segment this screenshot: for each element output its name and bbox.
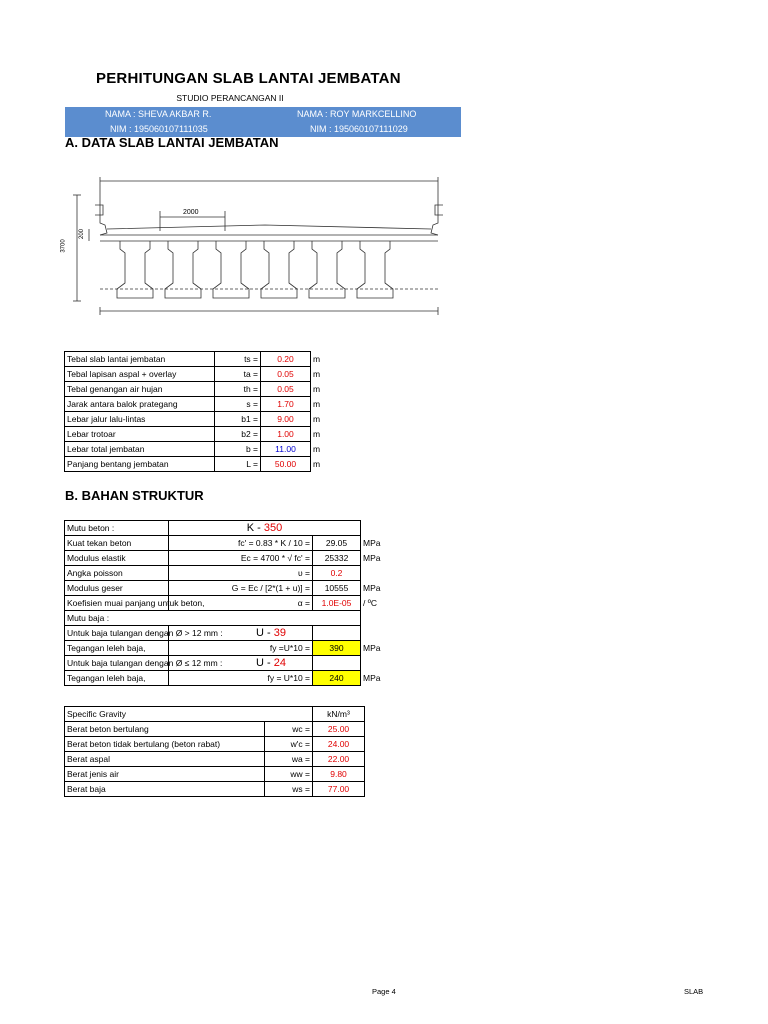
row-label: Kuat tekan beton: [65, 536, 169, 551]
row-u-grade: U - 39: [169, 626, 313, 641]
row-label: Berat aspal: [65, 752, 265, 767]
row-value: 25332: [313, 551, 361, 566]
row-symbol: th =: [215, 382, 261, 397]
table-row: [65, 457, 323, 472]
row-unit: m: [313, 369, 321, 379]
table-row: [65, 427, 323, 442]
specific-gravity-table: [64, 706, 365, 797]
table-row: [65, 767, 365, 782]
row-label: Jarak antara balok prategang: [65, 397, 215, 412]
row-value: 1.00: [261, 427, 311, 442]
table-row: [65, 352, 323, 367]
dim-span-label: 2000: [183, 209, 199, 216]
row-unit: MPa: [363, 673, 381, 683]
row-label: Berat baja: [65, 782, 265, 797]
row-unit: m: [313, 444, 321, 454]
table-row: [65, 752, 365, 767]
row-symbol: b =: [215, 442, 261, 457]
slab-data-table: [64, 351, 323, 472]
row-symbol: wc =: [265, 722, 313, 737]
row-value: 1.0E-05: [313, 596, 361, 611]
specific-gravity-unit: kN/m³: [313, 707, 365, 722]
table-row: [65, 367, 323, 382]
author-name-2: NAMA : ROY MARKCELLINO: [297, 109, 417, 119]
table-row: [65, 782, 365, 797]
row-value: 0.05: [261, 382, 311, 397]
table-row: [65, 536, 395, 551]
mutu-baja-label: Mutu baja :: [65, 611, 361, 626]
table-row: [65, 581, 395, 596]
row-unit: MPa: [363, 553, 381, 563]
row-symbol: ww =: [265, 767, 313, 782]
row-unit: / ºC: [363, 598, 377, 608]
row-value: 50.00: [261, 457, 311, 472]
author-name-1: NAMA : SHEVA AKBAR R.: [105, 109, 212, 119]
row-label: Modulus elastik: [65, 551, 169, 566]
row-symbol: ta =: [215, 367, 261, 382]
row-unit: MPa: [363, 643, 381, 653]
bridge-section-svg: [65, 153, 450, 331]
table-row: [65, 442, 323, 457]
specific-gravity-header: Specific Gravity: [65, 707, 313, 722]
mutu-beton-label: Mutu beton :: [65, 521, 169, 536]
dim-slab-label: 200: [79, 228, 86, 240]
row-empty-unit: [361, 626, 395, 641]
row-value: 77.00: [313, 782, 365, 797]
row-unit: m: [313, 459, 321, 469]
row-symbol: w'c =: [265, 737, 313, 752]
row-label: Tebal genangan air hujan: [65, 382, 215, 397]
row-label: Tebal lapisan aspal + overlay: [65, 367, 215, 382]
row-symbol: ts =: [215, 352, 261, 367]
table-row: [65, 412, 323, 427]
row-symbol: L =: [215, 457, 261, 472]
row-formula: Ec = 4700 * √ fc' =: [169, 551, 313, 566]
row-symbol: ws =: [265, 782, 313, 797]
row-unit: MPa: [363, 538, 381, 548]
section-a-heading: A. DATA SLAB LANTAI JEMBATAN: [65, 135, 279, 150]
row-formula: α =: [169, 596, 313, 611]
row-label: Berat beton tidak bertulang (beton rabat): [65, 737, 265, 752]
row-value: 9.80: [313, 767, 365, 782]
row-label: Untuk baja tulangan dengan Ø > 12 mm :: [65, 626, 169, 641]
table-row: [65, 596, 395, 611]
row-unit: MPa: [363, 583, 381, 593]
row-label: Tegangan leleh baja,: [65, 641, 169, 656]
table-row: [65, 671, 395, 686]
row-value: 240: [313, 671, 361, 686]
row-u-grade: U - 24: [169, 656, 313, 671]
table-row: [65, 551, 395, 566]
footer-sheet: SLAB: [684, 987, 704, 996]
row-unit: m: [313, 429, 321, 439]
row-label: Angka poisson: [65, 566, 169, 581]
row-symbol: b1 =: [215, 412, 261, 427]
row-formula: G = Ec / [2*(1 + u)] =: [169, 581, 313, 596]
row-label: Untuk baja tulangan dengan Ø ≤ 12 mm :: [65, 656, 169, 671]
page-title: PERHITUNGAN SLAB LANTAI JEMBATAN: [96, 70, 401, 87]
dim-height-label: 3700: [60, 239, 67, 253]
subtitle: STUDIO PERANCANGAN II: [176, 93, 284, 103]
row-formula: fy =U*10 =: [169, 641, 313, 656]
row-unit: [361, 566, 395, 581]
row-label: Berat jenis air: [65, 767, 265, 782]
row-value: 9.00: [261, 412, 311, 427]
row-label: Lebar jalur lalu-lintas: [65, 412, 215, 427]
table-row: [65, 626, 395, 641]
table-row: [65, 382, 323, 397]
row-unit: m: [313, 354, 321, 364]
row-symbol: wa =: [265, 752, 313, 767]
mutu-beton-value: K - 350: [169, 521, 361, 536]
row-value: 0.05: [261, 367, 311, 382]
row-symbol: s =: [215, 397, 261, 412]
row-formula: υ =: [169, 566, 313, 581]
author-nim-1: NIM : 195060107111035: [110, 124, 208, 134]
row-value: 1.70: [261, 397, 311, 412]
row-label: Lebar total jembatan: [65, 442, 215, 457]
row-empty-unit: [361, 656, 395, 671]
table-row: [65, 641, 395, 656]
row-label: Lebar trotoar: [65, 427, 215, 442]
row-value: 22.00: [313, 752, 365, 767]
table-row: [65, 397, 323, 412]
table-row: [65, 656, 395, 671]
row-unit: m: [313, 384, 321, 394]
row-label: Berat beton bertulang: [65, 722, 265, 737]
footer-page: Page 4: [372, 987, 396, 996]
row-empty: [313, 626, 361, 641]
row-value: 10555: [313, 581, 361, 596]
row-label: Tegangan leleh baja,: [65, 671, 169, 686]
row-label: Koefisien muai panjang untuk beton,: [65, 596, 169, 611]
table-row: [65, 737, 365, 752]
row-unit: m: [313, 414, 321, 424]
author-band: [65, 107, 461, 137]
row-value: 25.00: [313, 722, 365, 737]
row-value: 29.05: [313, 536, 361, 551]
table-row: [65, 722, 365, 737]
row-label: Modulus geser: [65, 581, 169, 596]
row-label: Panjang bentang jembatan: [65, 457, 215, 472]
row-value: 24.00: [313, 737, 365, 752]
author-nim-2: NIM : 195060107111029: [310, 124, 408, 134]
row-formula: fy = U*10 =: [169, 671, 313, 686]
table-row: [65, 566, 395, 581]
row-value: 390: [313, 641, 361, 656]
row-unit: m: [313, 399, 321, 409]
row-value: 0.20: [261, 352, 311, 367]
bridge-cross-section-drawing: [60, 153, 450, 331]
row-symbol: b2 =: [215, 427, 261, 442]
material-table: [64, 520, 395, 686]
row-value: 11.00: [261, 442, 311, 457]
row-label: Tebal slab lantai jembatan: [65, 352, 215, 367]
row-formula: fc' = 0.83 * K / 10 =: [169, 536, 313, 551]
section-b-heading: B. BAHAN STRUKTUR: [65, 488, 204, 503]
row-value: 0.2: [313, 566, 361, 581]
row-empty: [313, 656, 361, 671]
